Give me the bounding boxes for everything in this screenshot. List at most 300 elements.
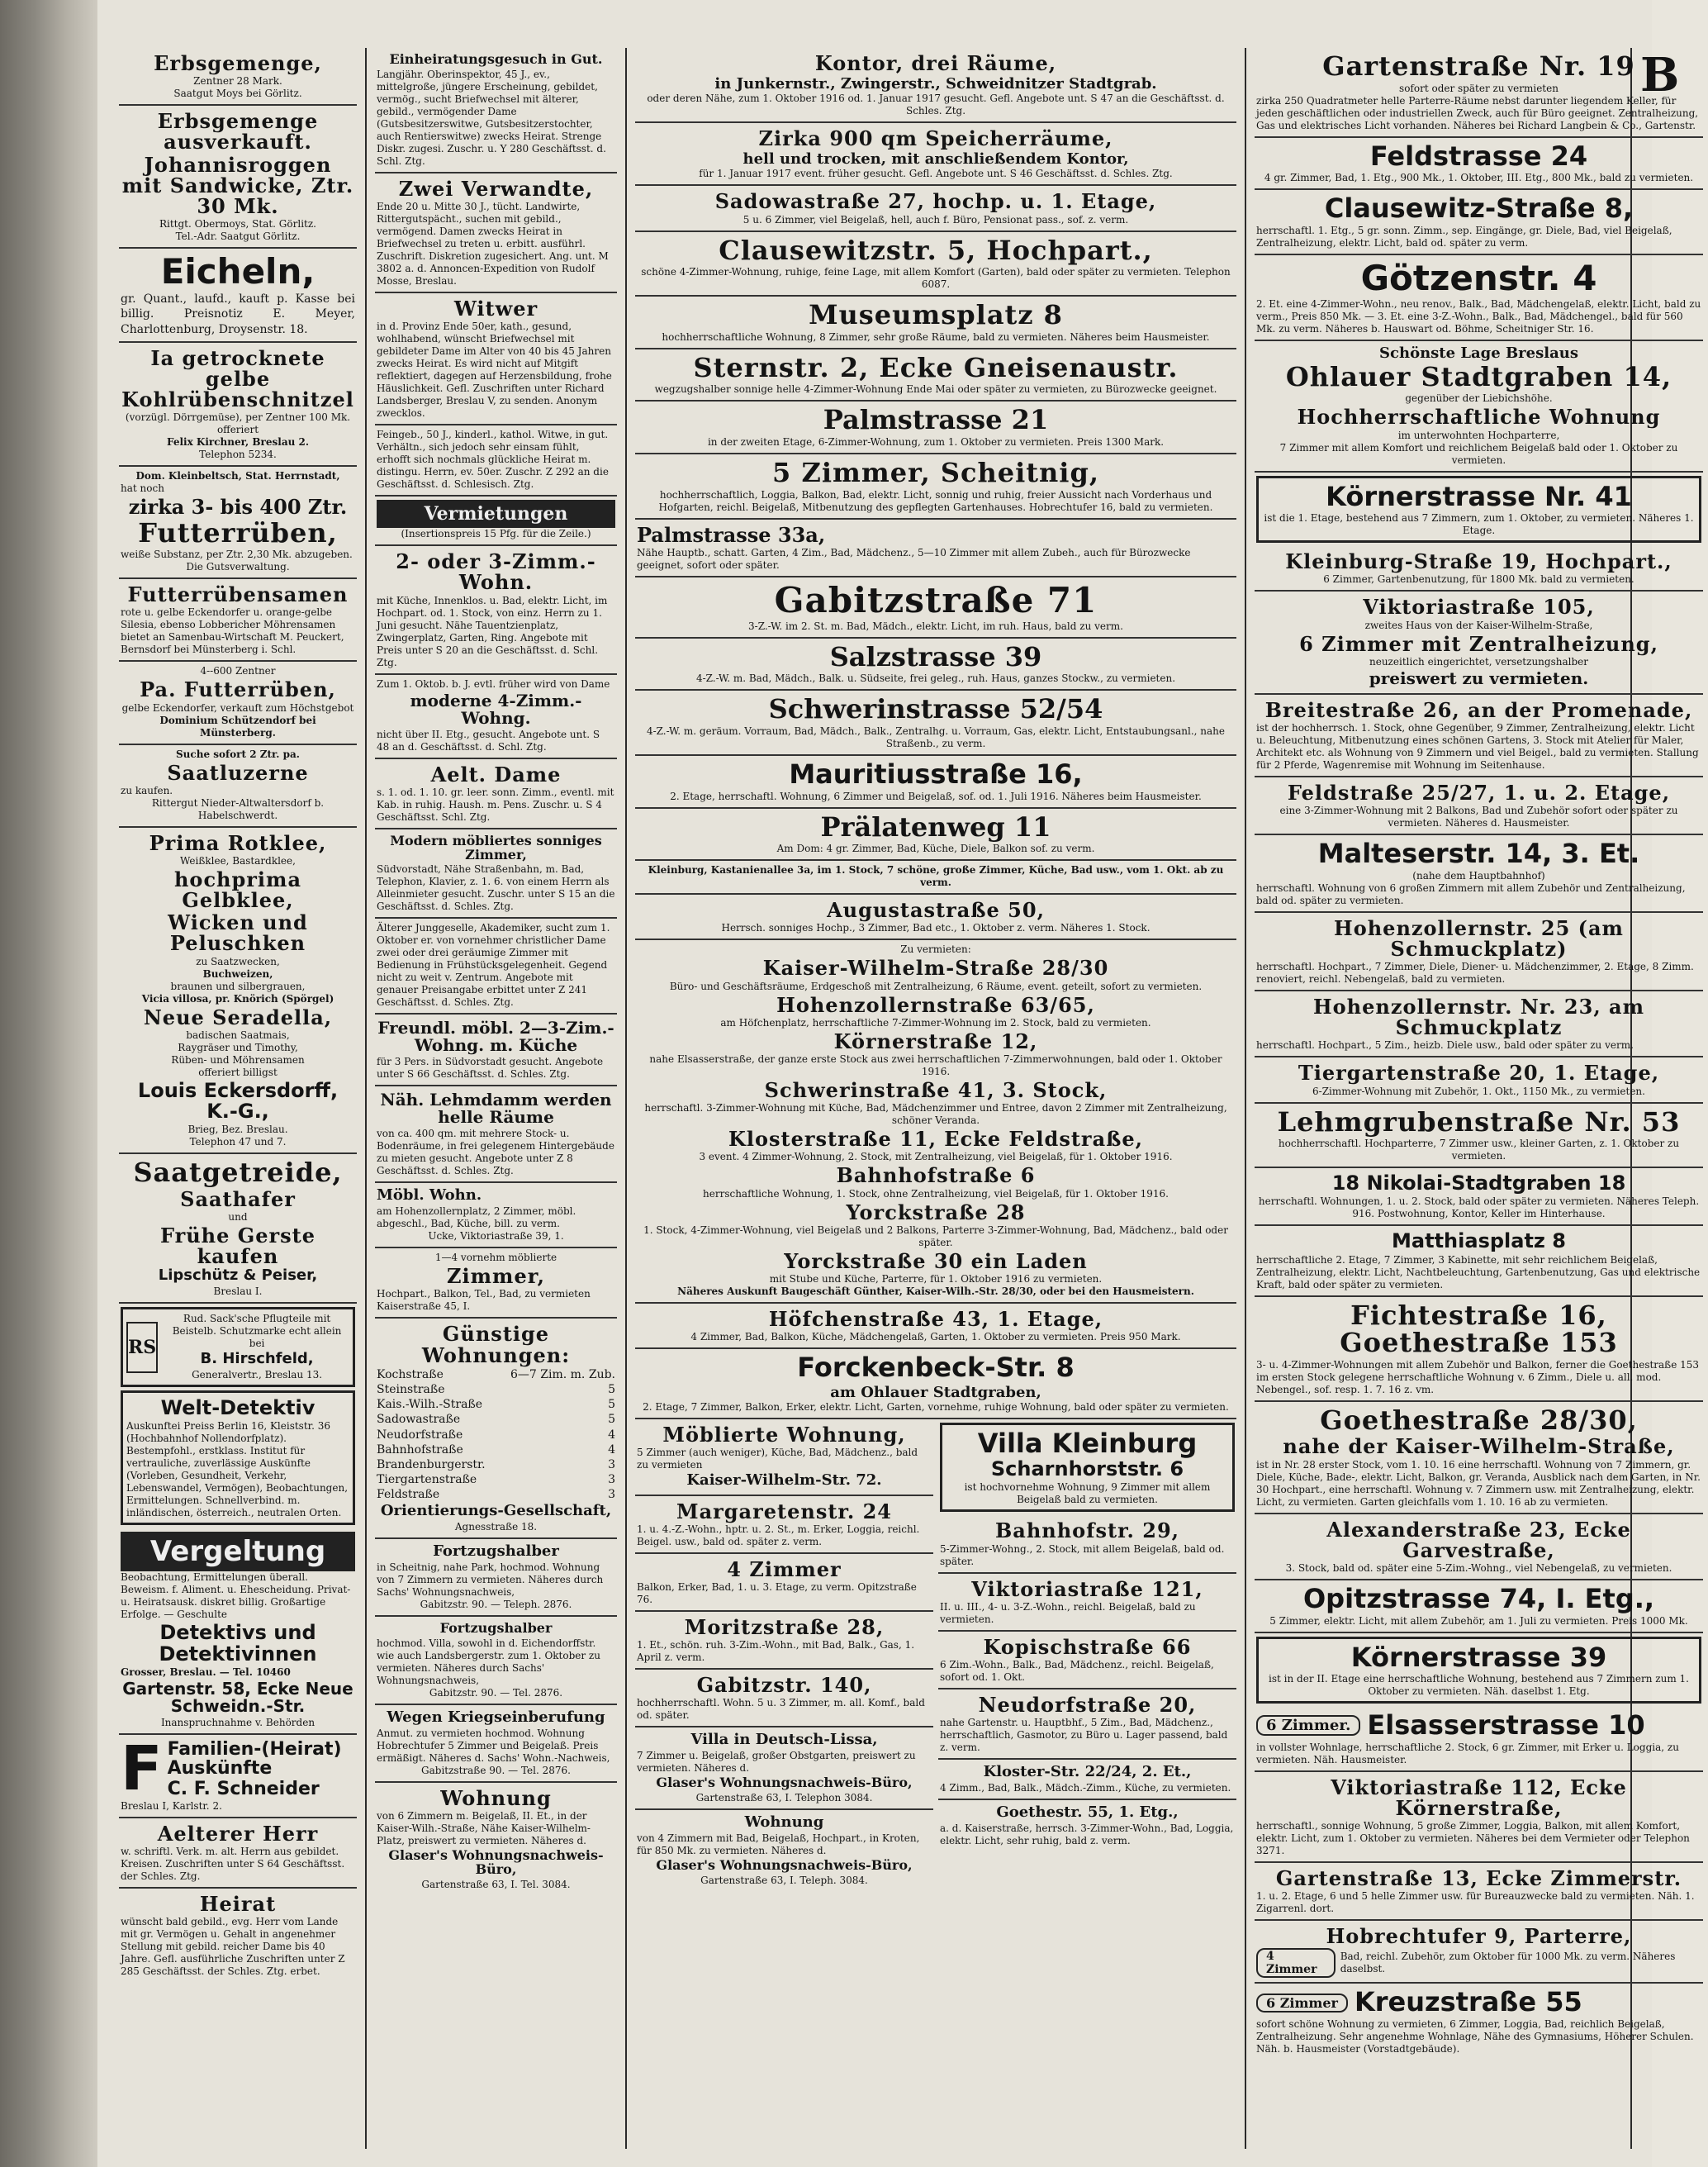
listing-value: 6—7 Zim. m. Zub. <box>510 1367 615 1381</box>
ad-text: Hochpart., Balkon, Tel., Bad, zu vermieten Kaiserstraße 45, I. <box>377 1288 591 1313</box>
ad-hoefchenstrasse <box>635 1304 1236 1349</box>
ad-text: Beobachtung, Ermittelungen überall. Beweism. f. Aliment. u. Ehescheidung. Privat- u. Heiratsausk. diskret billig. Großartige Erfolge. — Geschulte <box>121 1571 351 1621</box>
ad-title: Viktoriastraße 121, <box>971 1576 1203 1601</box>
ad-text: Bad, reichl. Zubehör, zum Oktober für 1000 Mk. zu verm. Näheres daselbst. <box>1340 1951 1676 1975</box>
ad-text: Weißklee, Bastardklee, <box>180 854 296 867</box>
ad-text: von 6 Zimmern m. Beigelaß, II. Et., in der Kaiser-Wilh.-Straße, Nähe Kaiser-Wilhelm-Platz, preiswert zu vermieten. Näheres d. <box>377 1810 591 1847</box>
ad-vier-zimmer <box>635 1554 933 1612</box>
ad-title: Opitzstrasse 74, I. Etg., <box>1302 1582 1655 1614</box>
subcolumn-right <box>938 1419 1236 1891</box>
ad-title: Saatluzerne <box>167 760 309 785</box>
ad-text: für 1. Januar 1917 event. früher gesucht. Gefl. Angebote unt. S 46 Geschäftsst. d. Schles. Ztg. <box>699 168 1173 180</box>
ad-title: Höfchenstraße 43, 1. Etage, <box>768 1306 1103 1331</box>
ad-firm: Glaser's Wohnungsnachweis-Büro, <box>656 1857 913 1874</box>
ad-text: wünscht bald gebild., evg. Herr vom Lande mit gr. Vermögen u. Gehalt in angenehmer Stellung mit gebild. reicher Dame bis 40 Jahre. Gefl. ausführliche Zuschriften unter Z 285 Geschäftsst. der Schles. Ztg. erbet. <box>121 1916 345 1978</box>
ad-title: Günstige Wohnungen: <box>421 1322 571 1367</box>
ad-text: Gabitzstr. 90. — Tel. 2876. <box>429 1687 563 1699</box>
ad-pa-futterrueben <box>119 662 357 744</box>
ad-kohlrueben <box>119 343 357 468</box>
ad-title: 18 Nikolai-Stadtgraben 18 <box>1331 1171 1626 1195</box>
newspaper-page <box>97 0 1701 2167</box>
ad-witwer <box>375 293 617 425</box>
column-rule <box>625 48 627 2149</box>
ad-zwei-verwandte <box>375 173 617 293</box>
ad-title: Neue Seradella, <box>143 1005 333 1029</box>
ad-text: Agnesstraße 18. <box>454 1521 538 1533</box>
masthead-letter: B <box>1640 48 1680 102</box>
ad-title: Clausewitz-Straße 8, <box>1324 192 1634 225</box>
ad-title: Bahnhofstr. 29, <box>994 1518 1180 1543</box>
ad-text: 4--600 Zentner <box>200 665 276 677</box>
ad-text: Herrsch. sonniges Hochp., 3 Zimmer, Bad etc., 1. Oktober z. verm. Näheres 1. Stock. <box>721 922 1151 934</box>
ad-moeblierte-wohnung <box>635 1419 933 1496</box>
ad-text: offeriert billigst <box>198 1066 278 1078</box>
ad-title: Schwerinstraße 41, 3. Stock, <box>764 1077 1108 1102</box>
ad-title: Breitestraße 26, an der Promenade, <box>1264 697 1693 722</box>
ad-text: hochherrschaftlich, Loggia, Balkon, Bad, elektr. Licht, sonnig und ruhig, freier Aussicht nach Vorderhaus und Hofgarten, reichl. Beigelaß, Mitbenutzung des gepflegten Gartenhauses. Hobrechtufer 16, bald zu vermieten. <box>658 488 1213 513</box>
ad-wohnung-kaiser-wilhelm <box>375 1783 617 1895</box>
ad-text: herrschaftliche Wohnung, 1. Stock, ohne Zentralheizung, viel Beigelaß, für 1. Oktober 1916. <box>703 1187 1169 1200</box>
ad-familien <box>119 1732 357 1818</box>
ad-title: Yorckstraße 30 ein Laden <box>784 1248 1088 1273</box>
ad-salzstrasse <box>635 639 1236 691</box>
ad-title: Vergeltung <box>121 1532 355 1571</box>
ad-text: ist in Nr. 28 erster Stock, vom 1. 10. 16 eine herrschaftl. Wohnung von 7 Zimmern, gr. Diele, Küche, Bade-, elektr. Licht, Balkon, gr. Veranda, Ausblick nach dem Garten, in Nr. 30 Hochpart., eine herrschaftl. Wohnung v. 7 Zimmern usw. mit Zentralheizung, elektr. Licht, zu vermieten. Garten gleichfalls vom 1. 10. 16 ab zu vermieten. <box>1256 1458 1701 1508</box>
ad-text: Zum 1. Oktob. b. J. evtl. früher wird von Dame <box>377 677 610 690</box>
ad-title: Mauritiusstraße 16, <box>789 758 1083 790</box>
ad-title: Tiergartenstraße 20, 1. Etage, <box>1298 1061 1660 1086</box>
ad-firm: Glaser's Wohnungsnachweis-Büro, <box>656 1775 913 1791</box>
ad-title: Hohenzollernstr. Nr. 23, am Schmuckplatz <box>1313 995 1644 1040</box>
ad-title: Goethestraße 28/30, <box>1320 1404 1638 1436</box>
listing-street: Tiergartenstraße <box>377 1473 477 1487</box>
ad-title: Welt-Detektiv <box>160 1396 316 1420</box>
listing-value: 3 <box>608 1488 615 1502</box>
ad-text: Brieg, Bez. Breslau. <box>187 1124 288 1136</box>
ad-palmstrasse-33a <box>635 520 1236 577</box>
ad-title: Hochherrschaftliche Wohnung <box>1297 405 1661 430</box>
ad-text: in Scheitnig, nahe Park, hochmod. Wohnung von 7 Zimmern zu vermieten. Näheres durch Sachs' Wohnungsnachweis, <box>377 1561 604 1599</box>
ad-title: Kloster-Str. 22/24, 2. Et., <box>983 1763 1192 1781</box>
ad-title: Moritzstraße 28, <box>684 1615 885 1640</box>
ad-text: w. schriftl. Verk. m. alt. Herrn aus gebildet. Kreisen. Zuschriften unter S 64 Geschäftsst. der Schles. Ztg. <box>121 1846 345 1883</box>
ad-subtitle: sofort oder später zu vermieten <box>1399 82 1559 94</box>
ad-text: in vollster Wohnlage, herrschaftliche 2. Stock, 6 gr. Zimmer, mit Erker u. Loggia, zu vermieten. Näh. Hausmeister. <box>1256 1741 1679 1765</box>
ad-title: Wohnung <box>440 1785 552 1810</box>
listing-street: Brandenburgerstr. <box>377 1457 486 1471</box>
ad-text: Feingeb., 50 J., kinderl., kathol. Witwe, in gut. Verhältn., sich jedoch sehr einsam fühlt, erhofft sich nochmals glückliche Heirat m. distingu. Herrn, ev. 50er. Zuschr. Z 292 an die Geschäftsst. d. Schlesisch. Ztg. <box>377 429 609 491</box>
ad-title: Ohlauer Stadtgraben 14, <box>1285 360 1672 392</box>
ad-text: Kaiser-Wilhelm-Str. 72. <box>686 1471 882 1489</box>
ad-johannisroggen <box>119 106 357 249</box>
ad-text: 1. u. 4.-Z.-Wohn., hptr. u. 2. St., m. Erker, Loggia, reichl. Beigel. usw., bald od. später z. verm. <box>637 1523 920 1547</box>
ad-text: hat noch <box>121 482 164 495</box>
column-rule <box>365 48 367 2149</box>
ad-title: Möblierte Wohnung, <box>662 1422 906 1447</box>
ad-text: hochmod. Villa, sowohl in d. Eichendorffstr. wie auch Landsbergerstr. zum 1. Oktober zu vermieten. Näheres durch Sachs' Wohnungsnachweis, <box>377 1637 600 1687</box>
ad-heirat <box>119 1889 357 1982</box>
ad-text: ist der hochherrsch. 1. Stock, ohne Gegenüber, 9 Zimmer, Zentralheizung, elektr. Licht u. Beleuchtung, Mitbenutzung eines schönen Gartens, 3. Stock mit Atelier für Maler, Architekt etc. als Wohnung von 9 Zimmern und viel Beigel., bald zu vermieten. Stallung für 2 Pferde, Wagenremise mit Wohnung im Seitenhause. <box>1256 721 1699 771</box>
listing-street: Kochstraße <box>377 1367 444 1381</box>
ad-text: braunen und silbergrauen, <box>170 980 306 992</box>
ad-aelterer-herr <box>119 1818 357 1889</box>
ad-text: 4 gr. Zimmer, Bad, 1. Etg., 900 Mk., 1. Oktober, III. Etg., 800 Mk., bald zu vermieten. <box>1264 172 1694 184</box>
ad-text: Rittergut Nieder-Altwaltersdorf b. Habelschwerdt. <box>151 796 325 821</box>
ad-title: Margaretenstr. 24 <box>676 1499 892 1523</box>
ad-title: Eicheln, <box>160 251 316 292</box>
ad-text: zu Saatzwecken, <box>196 955 280 967</box>
ad-text: herrschaftl. 1. Etg., 5 gr. sonn. Zimm., sep. Eingänge, gr. Diele, Bad, viel Beigelaß, Zentralheizung, elektr. Licht, bald od. später zu verm. <box>1256 224 1672 249</box>
ad-title: Fortzugshalber <box>433 1542 559 1561</box>
ad-text: oder deren Nähe, zum 1. Oktober 1916 od. 1. Januar 1917 gesucht. Gefl. Angebote unt. S 47 an die Geschäftsst. d. Schles. Ztg. <box>647 93 1225 117</box>
ad-text: 1. Stock, 4-Zimmer-Wohnung, viel Beigelaß und 2 Balkons, Parterre 3-Zimmer-Wohnung, Bad, Mädchenz., bald oder später. <box>643 1224 1228 1248</box>
ad-text: gr. Quant., laufd., kauft p. Kasse bei billig. Preisnotiz E. Meyer, Charlottenburg, Droysenstr. 18. <box>121 292 355 336</box>
column-1 <box>114 48 362 2149</box>
listing-row <box>377 1412 615 1427</box>
ad-erbsgemenge <box>119 48 357 106</box>
ad-text: 2. Et. eine 4-Zimmer-Wohn., neu renov., Balk., Bad, Mädchengelaß, elektr. Licht, bald zu verm., Preis 850 Mk. — 3. Et. eine 3-Z.-Wohn., Balk., Bad, Mädchengel., bald für 560 Mk. zu verm. Näheres b. Hauswart od. Böhme, Scheitniger Str. 16. <box>1256 297 1701 335</box>
ad-text: nicht über II. Etg., gesucht. Angebote unt. S 48 an d. Geschäftsst. d. Schl. Ztg. <box>377 728 600 753</box>
ad-title: Gartenstraße 13, Ecke Zimmerstr. <box>1275 1866 1682 1891</box>
ad-text: Saatgut Moys bei Görlitz. <box>173 88 302 100</box>
ad-text: hochherrschaftl. Hochparterre, 7 Zimmer usw., kleiner Garten, z. 1. Oktober zu vermieten. <box>1278 1138 1680 1162</box>
ad-logo-row <box>126 1313 349 1381</box>
ad-text: Ucke, Viktoriastraße 39, 1. <box>428 1230 564 1243</box>
ad-title: Zwei Verwandte, <box>398 176 594 201</box>
ad-text: schöne 4-Zimmer-Wohnung, ruhige, feine Lage, mit allem Komfort (Garten), bald oder später zu vermieten. Telephon 6087. <box>641 266 1231 291</box>
ad-title: Körnerstrasse Nr. 41 <box>1326 480 1632 512</box>
ad-text: Suche sofort 2 Ztr. pa. <box>176 748 300 760</box>
column-rule <box>1245 48 1246 2149</box>
ad-sack-pflugteile <box>121 1307 355 1387</box>
ad-title: hochprima Gelbklee, <box>173 867 301 913</box>
ad-bahnhofstr-29 <box>938 1515 1236 1573</box>
rs-logo-icon: RS <box>126 1322 158 1373</box>
ad-text: badischen Saatmais, <box>186 1029 290 1041</box>
ad-tag: 6 Zimmer <box>1256 1994 1348 2013</box>
ad-forckenbeck <box>635 1349 1236 1419</box>
ad-text: mit Stube und Küche, Parterre, für 1. Oktober 1916 zu vermieten. <box>769 1272 1103 1285</box>
ad-zu-vermieten <box>635 940 1236 1304</box>
ad-text: 3- u. 4-Zimmer-Wohnungen mit allem Zubehör und Balkon, ferner die Goethestraße 153 im ersten Stock gelegene herrschaftliche Wohnung v. 6 Zimm., Diele u. all. mod. Nebengel., sof. resp. 1. 7. 16 z. vm. <box>1256 1358 1700 1395</box>
ad-title: Forckenbeck-Str. 8 <box>797 1352 1075 1384</box>
ad-text: 5 u. 6 Zimmer, viel Beigelaß, hell, auch f. Büro, Pensionat pass., sof. z. verm. <box>743 213 1129 226</box>
ad-text: Langjähr. Oberinspektor, 45 J., ev., mittelgroße, jüngere Erscheinung, gebildet, vermög., sucht Briefwechsel mit älterer, gebild., vermögender Dame (Gutsbesitzerswitwe, Gutsbesitzerstochter, auch Rentierswitwe) zwecks Heirat. Strenge Diskr. zugesi. Zuschr. u. Y 280 Geschäftsst. d. Schl. Ztg. <box>377 68 606 167</box>
column-2 <box>370 48 622 2149</box>
ad-title: Kleinburg-Straße 19, Hochpart., <box>1285 549 1672 574</box>
ad-futterrueben <box>119 467 357 579</box>
ad-text: Gabitzstraße 90. — Tel. 2876. <box>421 1764 571 1776</box>
ad-text: Rud. Sack'sche Pflugteile mit Beistelb. Schutzmarke echt allein bei <box>172 1313 342 1350</box>
ad-subtitle: in Junkernstr., Zwingerstr., Schweidnitzer Stadtgrab. <box>714 75 1157 93</box>
ad-text: Büro- und Geschäftsräume, Erdgeschoß mit Zentralheizung, 6 Räume, event. geteilt, sofort zu vermieten. <box>669 980 1203 992</box>
ad-title: Freundl. möbl. 2—3-Zim.-Wohng. m. Küche <box>377 1018 614 1056</box>
ad-text: sofort schöne Wohnung zu vermieten, 6 Zimmer, Loggia, Bad, reichlich Beigelaß, Zentralheizung. Sehr angenehme Wohnlage, Nähe des Gymnasiums, Höherer Schulen. Näh. b. Hausmeister (Vorstadtgebäude). <box>1256 2018 1694 2055</box>
ad-subtitle: Schönste Lage Breslaus <box>1379 344 1578 362</box>
ad-title: Gabitzstraße 71 <box>774 579 1098 620</box>
ad-text: Telephon 47 und 7. <box>189 1136 287 1148</box>
ad-text: ist hochvornehme Wohnung, 9 Zimmer mit allem Beigelaß bald zu vermieten. <box>964 1481 1211 1506</box>
ad-text: 3-Z.-W. im 2. St. m. Bad, Mädch., elektr. Licht, im ruh. Haus, bald zu verm. <box>748 620 1123 632</box>
ad-title: zirka 3- bis 400 Ztr. <box>128 495 348 520</box>
ad-firm: Dominium Schützendorf bei Münsterberg. <box>159 714 316 739</box>
ad-kriegseinberufung <box>375 1705 617 1783</box>
ad-text: Rittgt. Obermoys, Stat. Görlitz. <box>159 218 316 230</box>
ad-title: Museumsplatz 8 <box>809 299 1063 331</box>
ad-text: zu kaufen. <box>121 784 173 796</box>
ad-text: Telephon 5234. <box>199 449 277 461</box>
ad-text: Auskunftei Preiss Berlin 16, Kleiststr. 36 (Hochbahnhof Nollendorfplatz). Bestempfohl., erstklass. Institut für vertrauliche, zuverlässige Auskünfte (Vorleben, Gesundheit, Verkehr, Lebenswandel, Vermögen), Beobachtungen, Ermittelungen. Schnellverbind. m. inländischen, österreich., neutralen Orten. <box>126 1420 349 1519</box>
ad-title: Einheiratungsgesuch in Gut. <box>389 51 603 67</box>
ad-subtitle: nahe der Kaiser-Wilhelm-Straße, <box>1283 1434 1675 1459</box>
ad-text: Gabitzstr. 90. — Teleph. 2876. <box>420 1599 572 1611</box>
listing-value: 5 <box>608 1398 615 1412</box>
ad-text: in d. Provinz Ende 50er, kath., gesund, wohlhabend, wünscht Briefwechsel mit gebildeter Dame im Alter von 40 bis 45 Jahren zwecks Heirat. Es wird nicht auf Mitgift reflektiert, dagegen auf Herzensbildung, frohe Häuslichkeit. Gefl. Zuschriften unter Richard Landsberger, Breslau V, zu senden. Anonym zwecklos. <box>377 321 612 420</box>
ad-initial: F <box>121 1732 163 1804</box>
ad-sternstr <box>635 349 1236 402</box>
ad-text: in der zweiten Etage, 6-Zimmer-Wohnung, zum 1. Oktober zu vermieten. Preis 1300 Mark. <box>707 435 1165 448</box>
ad-vornehm-zimmer <box>375 1248 617 1319</box>
ad-title: Fichtestraße 16, Goethestraße 153 <box>1340 1299 1618 1359</box>
ad-vergeltung <box>119 1528 357 1734</box>
ad-title: Hohenzollernstraße 63/65, <box>776 992 1095 1017</box>
ad-eicheln <box>119 249 357 343</box>
ad-gabitzstrasse-71 <box>635 577 1236 639</box>
ad-subtitle: am Ohlauer Stadtgraben, <box>830 1383 1041 1401</box>
ad-text: Südvorstadt, Nähe Straßenbahn, m. Bad, Telephon, Klavier, z. 1. 6. von einem Herrn als Alleinmieter gesucht. Zuschr. unter S 15 an die Geschäftsst. d. Schles. Ztg. <box>377 863 615 913</box>
ad-title: Augustastraße 50, <box>827 898 1045 923</box>
ad-text: für 3 Pers. in Südvorstadt gesucht. Angebote unter S 66 Geschäftsst. d. Schles. Ztg. <box>377 1056 604 1081</box>
ad-text: am Hohenzollernplatz, 2 Zimmer, möbl. abgeschl., Bad, Küche, bill. zu verm. <box>377 1205 576 1230</box>
subcolumn-left <box>635 1419 933 1891</box>
ad-tag: 4 Zimmer <box>1256 1948 1336 1978</box>
ad-klosterstr <box>938 1760 1236 1800</box>
ad-title: Johannisroggen mit Sandwicke, Ztr. 30 Mk. <box>121 152 354 218</box>
ad-title: Saathafer <box>180 1186 296 1211</box>
ad-fortzugshalber-1 <box>375 1539 617 1617</box>
ad-clausewitz <box>635 232 1236 297</box>
ad-text: Gartenstr. 58, Ecke Neue Schweidn.-Str. <box>122 1678 353 1716</box>
ad-text: eine 3-Zimmer-Wohnung mit 2 Balkons, Bad und Zubehör sofort oder später zu vermieten. Näheres d. Hausmeister. <box>1279 805 1678 829</box>
section-title: Vermietungen <box>377 500 615 528</box>
listing-street: Neudorfstraße <box>377 1428 463 1442</box>
ad-moderne-wohnung <box>375 675 617 759</box>
ad-title: Körnerstrasse 39 <box>1350 1641 1607 1673</box>
ad-title: 4 Zimmer <box>727 1556 842 1581</box>
ad-title: Elsasserstrasse 10 <box>1367 1709 1645 1742</box>
ad-text: Näheres Auskunft Baugeschäft Günther, Kaiser-Wilh.-Str. 28/30, oder bei den Hausmeistern. <box>677 1285 1194 1297</box>
ad-text: II. u. III., 4- u. 3-Z.-Wohn., reichl. Beigelaß, bald zu vermieten. <box>940 1600 1196 1625</box>
ad-text: 6 Zimmer, Gartenbenutzung, für 1800 Mk. bald zu vermieten. <box>1323 573 1634 586</box>
ad-title: Prima Rotklee, <box>149 830 327 855</box>
listing-row <box>377 1442 615 1457</box>
ad-title: Götzenstr. 4 <box>1360 257 1597 298</box>
listing-row <box>377 1457 615 1472</box>
ad-text: Anmut. zu vermieten hochmod. Wohnung Hobrechtufer 5 Zimmer und Beigelaß. Preis ermäßigt. Näheres d. Sachs' Wohn.-Nachweis, <box>377 1727 610 1764</box>
listing-row <box>377 1382 615 1397</box>
ad-text: ist die 1. Etage, bestehend aus 7 Zimmern, zum 1. Oktober, zu vermieten. Näheres 1. Etage. <box>1264 512 1694 537</box>
ad-witwe <box>375 425 617 497</box>
ad-text: rote u. gelbe Eckendorfer u. orange-gelbe Silesia, ebenso Lobbericher Möhrensamen bietet an Samenbau-Wirtschaft M. Peuckert, Bernsdorf bei Münsterberg i. Schl. <box>121 606 344 656</box>
ad-title: Viktoriastraße 112, Ecke Körnerstraße, <box>1331 1775 1627 1820</box>
ad-text: herrschaftliche 2. Etage, 7 Zimmer, 3 Kabinette, mit sehr reichlichem Beigelaß, Zentralheizung, elektr. Licht, Nachtbeleuchtung, Gartenbenutzung, Gas und elektrische Kraft, bald oder später zu vermieten. <box>1256 1253 1701 1290</box>
ad-text: herrschaftl. Wohnung von 6 großen Zimmern mit allem Zubehör und Zentralheizung, bald od. später zu vermieten. <box>1256 882 1686 906</box>
ad-title: Schwerinstrasse 52/54 <box>768 693 1103 725</box>
ad-text: Buchweizen, <box>202 967 273 980</box>
ad-margaretenstr <box>635 1496 933 1554</box>
ad-title: Bahnhofstraße 6 <box>836 1163 1036 1188</box>
ad-title: Kaiser-Wilhelm-Straße 28/30 <box>762 956 1109 981</box>
ad-firm: Orientierungs-Gesellschaft, <box>380 1502 612 1520</box>
ad-title: Gabitzstr. 140, <box>696 1673 872 1698</box>
ad-text: im unterwohnten Hochparterre, <box>1397 429 1560 441</box>
ad-text: herrschaftl., sonnige Wohnung, 5 große Zimmer, Loggia, Balkon, mit allem Komfort, elektr. Licht, zum 1. Oktober zu vermieten. Näheres bei dem Vermieter oder Telephon 3271. <box>1256 1820 1690 1857</box>
ad-text: hochherrschaftl. Wohn. 5 u. 3 Zimmer, m. all. Komf., bald od. später. <box>637 1697 925 1722</box>
ad-viktoriastr-121 <box>938 1574 1236 1632</box>
column-5-edge <box>1635 48 1680 2149</box>
ad-praelatenweg <box>635 809 1236 862</box>
ad-title: Zirka 900 qm Speicherräume, <box>758 126 1113 151</box>
ad-title: Sternstr. 2, Ecke Gneisenaustr. <box>693 351 1179 383</box>
ad-text: von ca. 400 qm. mit mehrere Stock- u. Bodenräume, in frei gelegenem Hintergebäude zu mieten gesucht. Angebote unter Z 8 Geschäftsst. d. Schles. Ztg. <box>377 1128 614 1177</box>
ad-title: Hohenzollernstr. 25 (am Schmuckplatz) <box>1334 915 1624 961</box>
ad-title: Körnerstraße 12, <box>833 1029 1038 1053</box>
ad-text: am Höfchenplatz, herrschaftliche 7-Zimmer-Wohnung im 2. Stock, bald zu vermieten. <box>720 1016 1151 1029</box>
ad-title: Lehmgrubenstraße Nr. 53 <box>1277 1105 1681 1138</box>
ad-text: 4 Zimmer, Bad, Balkon, Küche, Mädchengelaß, Garten, 1. Oktober zu vermieten. Preis 950 Mark. <box>690 1331 1181 1343</box>
ad-zwei-drei-zimmer <box>375 546 617 674</box>
ad-freundl-moebl <box>375 1015 617 1086</box>
ad-firm: Grosser, Breslau. — Tel. 10460 <box>121 1666 291 1678</box>
ad-title: Möbl. Wohn. <box>377 1186 482 1205</box>
ad-firm: Glaser's Wohnungsnachweis-Büro, <box>388 1847 604 1877</box>
ad-firm: Louis Eckersdorff, K.-G., <box>137 1078 339 1123</box>
ad-title: Zimmer, <box>447 1264 545 1289</box>
ad-subtitle: Zu vermieten: <box>900 943 971 956</box>
listing-row <box>377 1472 615 1487</box>
ad-title: Heirat <box>199 1892 277 1917</box>
ad-junggeselle <box>375 919 617 1015</box>
ad-text: hochherrschaftliche Wohnung, 8 Zimmer, sehr große Räume, bald zu vermieten. Näheres beim Hausmeister. <box>662 330 1210 343</box>
two-column-block <box>635 1419 1236 1891</box>
ad-title: Familien-(Heirat) Auskünfte <box>167 1738 342 1779</box>
ad-neudorfstrasse <box>938 1689 1236 1760</box>
ad-title: Kopischstraße 66 <box>983 1634 1192 1659</box>
ad-title: Detektivs und Detektivinnen <box>159 1621 317 1666</box>
ad-title: Erbsgemenge, <box>154 51 322 75</box>
ad-text: Am Dom: 4 gr. Zimmer, Bad, Küche, Diele, Balkon sof. zu verm. <box>776 843 1095 855</box>
ad-text: gelbe Eckendorfer, verkauft zum Höchstgebot <box>121 701 354 714</box>
ad-text: Die Gutsverwaltung. <box>186 561 290 573</box>
ad-text: s. 1. od. 1. 10. gr. leer. sonn. Zimm., eventl. mit Kab. in ruhig. Haush. m. Pens. Zuschr. u. S 4 Geschäftsst. Schl. Ztg. <box>377 786 614 823</box>
ad-title: Villa Kleinburg <box>977 1427 1198 1459</box>
ad-museumsplatz <box>635 297 1236 349</box>
ad-title: Wegen Kriegseinberufung <box>387 1708 605 1727</box>
ad-kopischstrasse <box>938 1632 1236 1689</box>
ad-subtitle: Scharnhorststr. 6 <box>990 1457 1184 1481</box>
ad-title: Yorckstraße 28 <box>846 1200 1026 1224</box>
ad-text: 3. Stock, bald od. später eine 5-Zim.-Wohng., viel Nebengelaß, zu vermieten. <box>1285 1561 1672 1574</box>
listing-street: Steinstraße <box>377 1382 445 1396</box>
ad-augustastrasse <box>635 895 1236 940</box>
ad-text: Gartenstraße 63, I. Telephon 3084. <box>695 1792 873 1804</box>
ad-text: weiße Substanz, per Ztr. 2,30 Mk. abzugeben. <box>121 549 353 561</box>
ad-moritzstrasse <box>635 1612 933 1670</box>
ad-firm: C. F. Schneider <box>167 1778 320 1799</box>
ad-villa-kleinburg <box>940 1423 1235 1513</box>
ad-title: Wicken und Peluschken <box>168 910 308 956</box>
ad-text: 4 Zimm., Bad, Balk., Mädch.-Zimm., Küche, zu vermieten. <box>940 1782 1231 1794</box>
ad-text: a. d. Kaiserstraße, herrsch. 3-Zimmer-Wohn., Bad, Loggia, elektr. Licht, sehr ruhig, bald z. verm. <box>940 1822 1234 1846</box>
ad-text: 4-Z.-W. m. Bad, Mädch., Balk. u. Südseite, frei geleg., ruh. Haus, ganzes Stockw., zu vermieten. <box>695 672 1176 685</box>
ad-title: Futterrübensamen <box>127 582 349 607</box>
ad-title: moderne 4-Zimm.-Wohng. <box>410 690 582 728</box>
ad-text: gegenüber der Liebichshöhe. <box>1405 392 1553 405</box>
ad-text: 6-Zimmer-Wohnung mit Zubehör, 1. Okt., 1150 Mk., zu vermieten. <box>1312 1085 1645 1097</box>
listing-row <box>377 1487 615 1502</box>
ad-title: Neudorfstraße 20, <box>978 1693 1197 1717</box>
ad-lehmdamm <box>375 1086 617 1183</box>
ad-text: 7 Zimmer u. Beigelaß, großer Obstgarten, preiswert zu vermieten. Näheres d. <box>637 1750 916 1775</box>
ad-title: Palmstrasse 21 <box>823 404 1049 436</box>
ad-text: 7 Zimmer mit allem Komfort und reichlichem Beigelaß bald oder 1. Oktober zu vermieten. <box>1279 441 1678 466</box>
ad-speicher <box>635 123 1236 186</box>
ad-text: zirka 250 Quadratmeter helle Parterre-Räume nebst darunter liegendem Keller, für jeden geschäftlichen oder industriellen Zweck, auch für Büro geeignet. Zentralheizung, Gas und elektrisches Licht vorhanden. Näheres bei Richard Langbein & Co., Gartenstr. <box>1256 94 1699 131</box>
ad-sadowa <box>635 186 1236 231</box>
ad-text: Vicia villosa, pr. Knörich (Spörgel) <box>141 992 334 1005</box>
ad-text: Dom. Kleinbeltsch, Stat. Herrnstadt, <box>135 470 340 482</box>
ad-text: Kleinburg, Kastanienallee 3a, im 1. Stock, 7 schöne, große Zimmer, Küche, Bad usw., vom 1. Okt. ab zu verm. <box>648 864 1224 889</box>
ad-text: Generalvertr., Breslau 13. <box>192 1369 323 1381</box>
ad-text: Rüben- und Möhrensamen <box>171 1053 305 1066</box>
ad-text: nahe Gartenstr. u. Hauptbhf., 5 Zim., Bad, Mädchenz., herrschaftlich, Gasmotor, zu Büro u. Lager passend, bald z. verm. <box>940 1717 1228 1754</box>
ad-title: Feldstraße 25/27, 1. u. 2. Etage, <box>1287 780 1671 805</box>
ad-text: Zentner 28 Mark. <box>193 75 282 88</box>
section-price: (Insertionspreis 15 Pfg. für die Zeile.) <box>401 528 591 540</box>
listing-value: 3 <box>608 1457 615 1471</box>
ad-saatluzerne <box>119 745 357 828</box>
section-vermietungen <box>375 497 617 546</box>
ad-text: Breslau I. <box>213 1285 263 1298</box>
ad-text: wegzugshalber sonnige helle 4-Zimmer-Wohnung Ende Mai oder später zu vermieten, zu Bürozwecke geeignet. <box>654 383 1217 396</box>
ad-wohnung-kroten <box>635 1810 933 1891</box>
ad-text: Inanspruchnahme v. Behörden <box>160 1716 316 1728</box>
listing-row <box>377 1367 615 1382</box>
ad-tag: 6 Zimmer. <box>1256 1715 1360 1736</box>
ad-title: Sadowastraße 27, hochp. u. 1. Etage, <box>714 189 1157 214</box>
ad-mauritiusstrasse <box>635 756 1236 809</box>
ad-title: Modern möbliertes sonniges Zimmer, <box>390 832 602 863</box>
ad-text: (vorzügl. Dörrgemüse), per Zentner 100 Mk. offeriert <box>125 411 351 436</box>
ad-title: Fortzugshalber <box>439 1620 553 1637</box>
ad-firm: Lipschütz & Peiser, <box>158 1266 318 1285</box>
ad-title: Aelterer Herr <box>157 1821 319 1846</box>
ad-title: Villa in Deutsch-Lissa, <box>690 1731 878 1749</box>
ad-title: Hobrechtufer 9, Parterre, <box>1326 1924 1632 1949</box>
book-binding <box>0 0 97 2167</box>
ad-title: Goethestr. 55, 1. Etg., <box>996 1803 1179 1822</box>
ad-title: 2- oder 3-Zimm.-Wohn. <box>396 549 596 595</box>
ad-text: neuzeitlich eingerichtet, versetzungshalber <box>1369 655 1588 668</box>
ad-title: Aelt. Dame <box>430 762 562 786</box>
ad-text: und <box>228 1210 248 1223</box>
ad-text: herrschaftl. Hochpart., 5 Zim., heizb. Diele usw., bald oder später zu verm. <box>1256 1039 1634 1052</box>
ad-fortzugshalber-2 <box>375 1617 617 1705</box>
ad-text: herrschaftl. 3-Zimmer-Wohnung mit Küche, Bad, Mädchenzimmer und Entree, davon 2 Zimmer mit Zentralheizung, schöner Veranda. <box>644 1102 1227 1127</box>
ad-moebliertes-zimmer <box>375 829 617 920</box>
ad-text: von 4 Zimmern mit Bad, Beigelaß, Hochpart., in Kroten, für 850 Mk. zu vermieten. Näheres d. <box>637 1832 920 1857</box>
ad-text: Raygräser und Timothy, <box>178 1041 298 1053</box>
